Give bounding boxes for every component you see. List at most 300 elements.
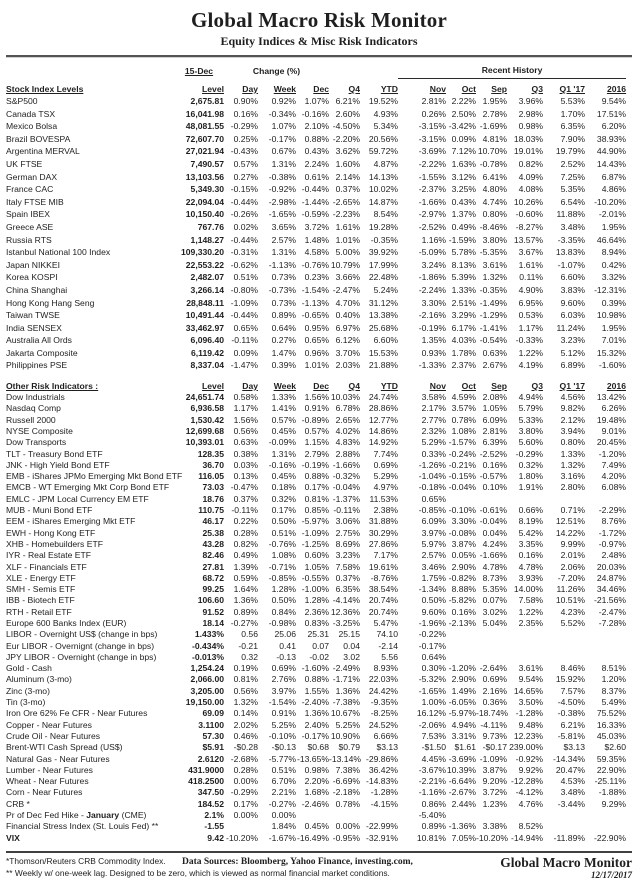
cell-2016: 15.32% [596,347,627,358]
cell-2016 [585,810,626,821]
cell-sep: 2.08% [482,392,507,403]
table-row [6,652,626,663]
cell-oct: -1.57% [448,437,476,448]
column-header-text: Week [273,84,296,94]
cell-q4: -0.32% [332,471,360,482]
cell-q4: -2.20% [332,133,361,144]
cell-nov: -1.04% [418,471,446,482]
cell-sep: 0.10% [482,482,507,493]
cell-level: 22,094.04 [185,196,224,207]
cell-ytd: 5.24% [373,284,399,295]
row-gap [398,392,406,403]
cell-sep: 3.80% [482,234,508,245]
cell-nov: -5.40% [418,810,446,821]
cell-sep: 5.04% [482,618,507,628]
cell-level: $5.91 [202,742,224,753]
cell-ytd: -4.15% [370,798,398,809]
cell-dec: 2.20% [304,776,329,787]
row-gap [398,471,406,482]
table-row [6,663,626,674]
row-label: Corn - Near Futures [6,787,83,798]
cell-level: 347.50 [197,787,224,798]
cell-2016: -1.72% [598,527,626,538]
cell-level: 1,530.42 [190,414,224,425]
cell-level: 2,675.81 [190,96,224,106]
cell-ytd: 38.54% [368,584,398,595]
row-label: TLT - Treasury Bond ETF [6,448,103,459]
cell-oct: 3.57% [451,403,476,414]
cell-sep: 1.95% [482,96,508,106]
cell-2016: 0.39% [601,297,627,308]
cell-oct: -0.08% [448,527,476,538]
cell-ytd: 21.88% [368,360,399,371]
cell-q1-17: -14.34% [552,753,585,764]
cell-sep: 4.74% [482,196,508,207]
column-header-q1-17 [543,376,585,392]
column-header-text: YTD [380,381,398,392]
row-label: Mexico Bolsa [6,121,58,132]
cell-ytd: 6.60% [373,335,399,346]
cell-q4: 3.70% [335,347,361,358]
cell-day: -0.80% [230,284,258,295]
cell-day: -0.27% [230,618,258,628]
cell-2016: 75.52% [596,708,626,719]
table-row [6,629,626,640]
cell-ytd: 74.10 [376,629,398,640]
cell-q1-17: 0.71% [560,505,585,516]
cell-q3: 13.57% [513,234,544,245]
cell-week: 3.65% [271,221,296,232]
cell-q4: 3.02 [343,651,360,662]
cell-sep: 4.80% [482,184,508,195]
table-row [6,674,626,685]
cell-q1-17: 6.35% [560,121,586,132]
row-gap [398,415,406,426]
row-gap [398,426,406,437]
cell-q4: -4.50% [332,121,361,132]
column-header-ytd [360,79,398,96]
cell-sep: 6.39% [482,437,507,448]
cell-nov: 1.35% [421,335,447,346]
table-row [6,562,626,573]
table-row [6,221,626,234]
column-header-oct [446,376,476,392]
cell-q1-17: 5.52% [560,618,585,628]
cell-sep: 2.67% [482,360,508,371]
cell-2016: -0.97% [598,538,626,549]
cell-q1-17: 1.70% [560,108,586,119]
cell-day: 0.59% [233,572,258,583]
cell-q4: 6.78% [335,403,360,414]
row-gap [398,95,406,108]
cell-week: 0.50% [271,516,296,527]
table-row [6,415,626,426]
cell-oct: 1.78% [451,347,477,358]
cell-q4: 0.40% [335,310,361,321]
cell-level: 767.76 [197,221,224,232]
cell-week: -0.92% [268,184,296,195]
cell-level: 1,254.24 [190,663,224,674]
cell-ytd: -1.28% [370,787,398,798]
cell-q4: 3.62% [335,146,361,157]
cell-dec: 1.28% [304,595,329,606]
section-label-text: Other Risk Indicators : [6,381,99,392]
data-sources-note: Data Sources: Bloomberg, Yahoo Finance, investing.com, [181,856,413,867]
column-header-row [6,376,626,392]
cell-nov: 3.24% [421,259,447,270]
table-row [6,618,626,629]
cell-q4: 2.75% [335,527,360,538]
cell-sep: -0.54% [479,335,508,346]
cell-dec: 0.83% [304,618,329,628]
row-label: IBB - Biotech ETF [6,595,75,606]
cell-2016 [585,494,626,505]
cell-2016 [585,629,626,640]
table-row [6,550,626,561]
cell-day [224,821,258,832]
cell-ytd: 22.48% [368,272,399,283]
cell-2016: -22.90% [593,832,626,843]
cell-sep: -10.20% [476,832,509,843]
cell-week: 1.33% [271,392,296,403]
row-label-bold-text: January [86,810,120,821]
cell-q3: 7.58% [518,595,543,606]
cell-level: 10,491.44 [185,310,224,321]
cell-nov: 2.17% [421,403,446,414]
cell-week: -0.27% [268,798,296,809]
cell-level: 116.05 [198,471,224,482]
table-row [6,133,626,146]
cell-q4: 6.35% [335,584,360,595]
row-gap [398,528,406,539]
column-header-2016 [585,79,626,96]
cell-2016: -10.20% [594,196,627,207]
cell-week: 0.69% [271,663,296,674]
row-label: VIX [6,832,20,843]
cell-dec: 0.91% [304,403,329,414]
cell-day: 0.00% [233,776,258,787]
row-label: India SENSEX [6,322,62,333]
row-label: Tin (3-mo) [6,697,46,708]
row-label: Copper - Near Futures [6,719,92,730]
cell-dec: 1.55% [304,685,329,696]
cell-dec: 4.58% [304,247,330,258]
cell-q1-17 [543,652,585,663]
cell-q4: 10.79% [330,259,361,270]
cell-q1-17: -4.50% [557,697,585,708]
cell-q3: -1.28% [515,708,543,719]
row-label: Natural Gas - Near Futures [6,753,110,764]
cell-q1-17: 7.57% [560,685,585,696]
cell-week: -1.67% [268,832,296,843]
cell-q1-17: 6.21% [560,719,585,730]
column-header-nov [406,79,446,96]
cell-q4: 1.61% [335,221,361,232]
cell-level: 2,066.00 [190,674,224,685]
cell-nov: 16.12% [416,708,446,719]
table-row [6,183,626,196]
column-header-text: Q4 [348,84,361,94]
cell-2016: 2.48% [601,550,626,561]
cell-2016: 4.20% [601,471,626,482]
cell-level: 2.1% [204,810,224,821]
cell-q4: 0.00% [335,821,360,832]
cell-q1-17: $3.13 [563,742,585,753]
cell-sep: 0.07% [482,595,507,606]
table-row [6,120,626,133]
cell-q1-17: 9.99% [560,538,585,549]
cell-oct: 2.50% [451,108,477,119]
cell-sep: 0.63% [482,347,508,358]
cell-q3: 0.16% [518,550,543,561]
cell-q3: 4.78% [518,561,543,572]
cell-level: 57.30 [202,730,224,741]
change-pct-header: Change (%) [252,65,301,76]
column-header-text: Q3 [531,84,544,94]
cell-sep: -18.74% [476,708,509,719]
footer-notes [6,856,413,880]
cell-q3: 4.90% [518,284,544,295]
cell-2016: 6.20% [601,121,627,132]
cell-oct: 3.25% [451,184,477,195]
cell-day: 0.02% [233,221,258,232]
cell-q4: 6.21% [335,96,361,106]
cell-nov: -3.69% [418,146,447,157]
cell-level: 13,103.56 [185,171,224,182]
cell-level: 6,096.40 [190,335,224,346]
cell-level: 128.35 [197,448,224,459]
column-header-text: Oct [461,381,476,392]
cell-dec: 2.24% [304,158,330,169]
table-row [6,108,626,121]
cell-dec: 1.07% [304,96,330,106]
cell-2016: 0.42% [601,259,627,270]
column-gap [398,376,406,392]
cell-level: 16,041.98 [185,108,224,119]
cell-q1-17: 15.92% [555,674,585,685]
row-label: Russia RTS [6,234,52,245]
cell-week: -2.98% [268,196,296,207]
cell-day: 0.56% [233,685,258,696]
cell-q3 [507,629,543,640]
cell-oct: -0.24% [448,448,476,459]
cell-nov: 0.65% [421,493,446,504]
cell-week: -1.13% [268,259,296,270]
cell-q3: -0.92% [515,753,543,764]
table-row [6,234,626,247]
cell-ytd: 20.74% [368,595,398,606]
row-gap [398,494,406,505]
cell-ytd: -29.86% [365,753,398,764]
cell-day: 0.82% [233,538,258,549]
cell-q1-17: 14.22% [555,527,585,538]
row-gap [398,158,406,171]
cell-level: 3,205.00 [190,685,224,696]
column-header-text: Q4 [348,381,360,392]
cell-nov: -$1.50 [421,742,446,753]
cell-oct: 0.09% [451,133,477,144]
cell-day: 0.17% [233,798,258,809]
cell-week: 1.41% [271,403,296,414]
table-row [6,787,626,798]
table-row [6,145,626,158]
cell-week: 0.73% [271,297,296,308]
cell-ytd: 12.77% [368,414,398,425]
cell-nov: 3.97% [421,527,446,538]
cell-2016: -21.56% [593,595,626,606]
cell-q3: 2.35% [518,618,543,628]
cell-week: 5.25% [271,719,296,730]
cell-2016: 6.26% [601,403,626,414]
cell-q4: 4.83% [335,437,360,448]
cell-q4: 3.23% [335,550,360,561]
table-row [6,208,626,221]
row-gap [398,708,406,719]
cell-nov: 3.58% [421,392,446,403]
cell-oct: -1.20% [448,663,476,674]
cell-dec: 0.60% [304,550,329,561]
row-gap [398,482,406,493]
table-row [6,297,626,310]
cell-q1-17: 1.32% [560,459,585,470]
cell-day: -1.47% [230,360,258,371]
cell-oct: -0.15% [448,471,476,482]
cell-q1-17: 9.82% [560,403,585,414]
cell-2016: 7.01% [601,335,627,346]
cell-ytd: 5.47% [373,618,398,628]
cell-sep: -1.41% [479,322,508,333]
cell-q3 [507,641,543,652]
cell-oct: 3.29% [451,310,477,321]
cell-dec: -1.00% [301,584,329,595]
column-header-sep [476,376,507,392]
cell-sep [476,641,507,652]
cell-2016: 8.94% [601,247,627,258]
cell-nov: -1.34% [418,584,446,595]
table-row [6,334,626,347]
column-header-oct [446,79,476,96]
cell-nov: -2.22% [418,158,447,169]
cell-week: 0.45% [271,425,296,436]
cell-q3: 14.00% [513,584,543,595]
cell-q4: 6.12% [335,335,361,346]
row-gap [398,208,406,221]
column-header-ytd [360,376,398,392]
table-row [6,539,626,550]
cell-q3: 1.22% [518,347,544,358]
cell-q1-17: -11.89% [553,832,585,843]
cell-ytd: -22.99% [365,821,398,832]
cell-ytd: 15.53% [368,347,399,358]
cell-q1-17: 5.53% [560,96,586,106]
cell-ytd: 5.56 [381,651,398,662]
cell-day: -0.44% [230,196,258,207]
cell-oct: -2.67% [448,787,476,798]
row-gap [398,539,406,550]
cell-oct: -0.10% [448,505,476,516]
cell-dec: -1.60% [301,663,329,674]
table-row [6,196,626,209]
cell-q4: 2.14% [335,171,361,182]
cell-q3: 10.26% [513,196,544,207]
cell-level: 2,482.07 [190,272,224,283]
cell-ytd: 14.92% [368,437,398,448]
row-gap [398,686,406,697]
cell-day: 0.56% [233,425,258,436]
cell-ytd: 5.34% [373,121,399,132]
cell-week: -0.09% [268,437,296,448]
cell-ytd: 13.38% [368,310,399,321]
cell-q3: 18.03% [513,133,544,144]
column-header-day [224,376,258,392]
cell-q1-17: 9.60% [560,297,586,308]
cell-ytd: $3.13 [376,742,398,753]
table-row [6,171,626,184]
cell-sep: -5.35% [479,247,508,258]
cell-q1-17: 19.79% [555,146,586,157]
cell-dec: 0.88% [304,133,330,144]
cell-week: 1.47% [271,347,296,358]
cell-oct: 1.33% [451,284,477,295]
cell-oct: -5.82% [448,595,476,606]
cell-nov: 0.50% [421,595,446,606]
column-header-nov [406,376,446,392]
cell-oct: 2.90% [451,561,476,572]
cell-2016 [585,652,626,663]
cell-q1-17: 8.46% [560,663,585,674]
cell-dec: 0.57% [304,425,329,436]
cell-q3: 4.94% [518,392,543,403]
cell-week: 1.08% [271,550,296,561]
cell-nov: 10.81% [416,832,446,843]
row-label: Gold - Cash [6,663,52,674]
recent-history-header: Recent History [398,57,626,79]
table-row [6,584,626,595]
cell-level: 25.38 [202,527,224,538]
cell-nov: -1.65% [418,685,446,696]
row-label: Russell 2000 [6,414,56,425]
cell-q4 [329,810,360,821]
table-row [6,309,626,322]
row-gap [398,641,406,652]
cell-q1-17: 3.23% [560,335,586,346]
column-header-text: Level [202,381,224,392]
cell-q4: 7.38% [335,764,360,775]
cell-level: 7,490.57 [190,158,224,169]
cell-ytd: 24.74% [368,392,398,403]
cell-2016: -2.01% [598,209,627,220]
cell-oct: -3.42% [448,121,477,132]
row-gap [398,309,406,322]
cell-sep: 4.24% [482,538,507,549]
table-row [6,95,626,108]
table-row [6,437,626,448]
cell-sep: -0.57% [479,471,507,482]
cell-dec: -1.09% [301,527,329,538]
cell-q4: -0.95% [332,832,360,843]
row-gap [398,821,406,832]
table-row [6,259,626,272]
cell-q3: 4.08% [518,184,544,195]
cell-2016: -1.60% [598,360,627,371]
cell-nov: 9.60% [421,606,446,617]
cell-oct: 7.05% [451,832,476,843]
cell-nov: 3.30% [421,297,447,308]
super-header-gap [329,57,398,79]
cell-q1-17: 20.47% [555,764,585,775]
cell-2016: 10.98% [596,310,627,321]
cell-level: 6,936.58 [190,403,224,414]
